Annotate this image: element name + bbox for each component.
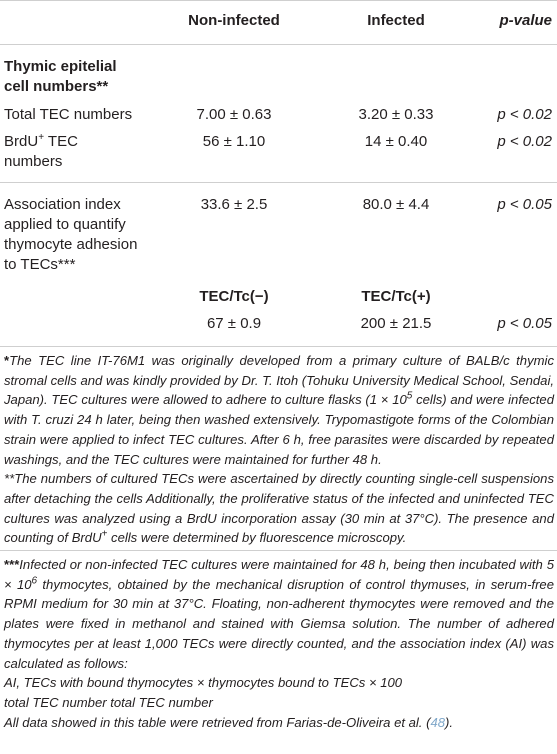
row-label-total-tec: Total TEC numbers bbox=[4, 106, 133, 123]
header-rule bbox=[0, 44, 557, 45]
formula-line-1: AI, TECs with bound thymocytes × thymocytes bound to TECs × 100 bbox=[4, 675, 403, 691]
top-rule bbox=[0, 0, 557, 1]
row2-p: p < 0.02 bbox=[497, 133, 552, 150]
row-label-brdu: BrdU+ TEC bbox=[4, 132, 78, 150]
row-label-association-2: applied to quantify bbox=[4, 216, 126, 233]
subheader-tec-tc-minus: TEC/Tc(−) bbox=[199, 288, 269, 305]
subheader-tec-tc-plus: TEC/Tc(+) bbox=[361, 288, 431, 305]
footnotes bbox=[4, 351, 554, 732]
row2-non-infected: 56 ± 1.10 bbox=[202, 133, 266, 150]
source-note: All data showed in this table were retrieved from Farias-de-Oliveira et al. (48). bbox=[4, 714, 454, 730]
header-non-infected: Non-infected bbox=[188, 12, 280, 29]
footnote-2: **The numbers of cultured TECs were ascertained by directly counting single-cell suspensions after detaching the cells Additionally, the proliferative status of the infected and uninfected TEC cultures was analyzed using a BrdU incorporation assay (30 min at 37°C). The presence and counting of BrdU+ cells were determined by fluorescence microscopy. bbox=[4, 471, 554, 546]
last-row-p: p < 0.05 bbox=[497, 315, 552, 332]
header-infected: Infected bbox=[367, 12, 425, 29]
row3-infected: 80.0 ± 4.4 bbox=[362, 196, 430, 213]
row-label-association-4: to TECs*** bbox=[4, 256, 76, 273]
section-heading-line1: Thymic epitelial bbox=[4, 58, 117, 75]
section-heading-line2: cell numbers** bbox=[4, 78, 109, 95]
footnote-3: ***Infected or non-infected TEC cultures were maintained for 48 h, being then incubated with $5 \times 10^6$ thymocytes, obtained by the mechanical disruption of control thymuses, in serum-free RPMI medium for 30 min at 37°C. Floating, non-adherent thymocytes were removed and the plates were fixed in methanol and stained with Giemsa solution. The number of adhered thymocytes per at least 1,000 TECs were directly counted, and the association index (AI) was calculated as follows: bbox=[4, 557, 554, 671]
footnote-separator bbox=[0, 550, 557, 551]
row-label-association-1: Association index bbox=[4, 196, 121, 213]
row3-p: p < 0.05 bbox=[497, 196, 552, 213]
last-row-right: 200 ± 21.5 bbox=[360, 315, 432, 332]
row1-non-infected: 7.00 ± 0.63 bbox=[196, 106, 272, 123]
row1-infected: 3.20 ± 0.33 bbox=[358, 106, 434, 123]
row3-non-infected: 33.6 ± 2.5 bbox=[200, 196, 268, 213]
formula-line-2: total TEC number total TEC number bbox=[4, 694, 213, 710]
table-bottom-rule bbox=[0, 346, 557, 347]
row-label-brdu-line2: numbers bbox=[4, 153, 63, 170]
row1-p: p < 0.02 bbox=[497, 106, 552, 123]
footnote-1: *The TEC line IT-76M1 was originally developed from a primary culture of BALB/c thymic stromal cells and was kindly provided by Dr. T. Itoh (Tohuku University Medical School, Sendai, Japan). TEC cultures were allowed to adhere to culture flasks ($1 \times 10^5$ cells) and were infected with T. cruzi 24 h later, being then washed extensively. Trypomastigote forms of the Colombian strain were applied to infect TEC cultures. After 6 h, free parasites were discarded by repeated washings, and the TEC cultures were maintained for further 48 h. bbox=[4, 353, 554, 467]
mid-rule bbox=[0, 182, 557, 183]
header-p-value: p-value bbox=[499, 12, 552, 29]
row2-infected: 14 ± 0.40 bbox=[364, 133, 428, 150]
last-row-left: 67 ± 0.9 bbox=[206, 315, 262, 332]
row-label-association-3: thymocyte adhesion bbox=[4, 236, 138, 253]
reference-link[interactable]: 48 bbox=[430, 714, 446, 730]
